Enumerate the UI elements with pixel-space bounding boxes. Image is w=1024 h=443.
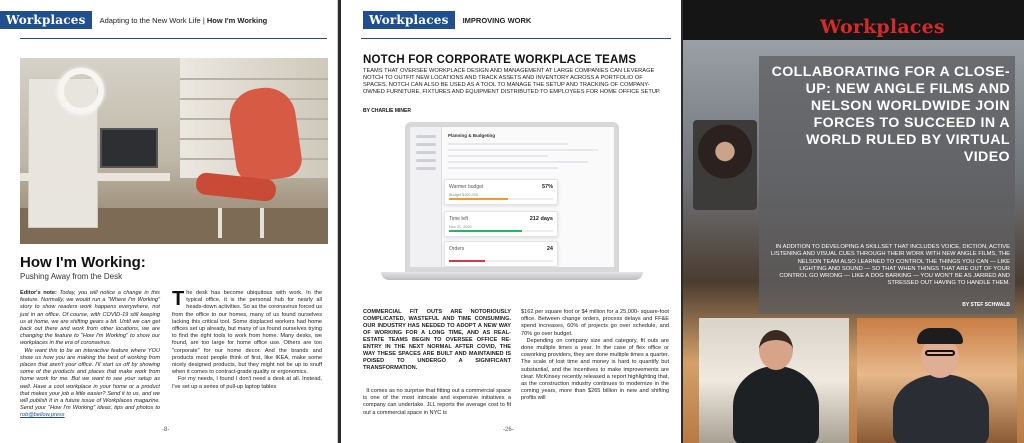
- left-page: [0, 0, 338, 443]
- app-title: Planning & Budgeting: [448, 133, 495, 138]
- article-body-left: It comes as no surprise that fitting out a commercial space is one of the most intricate and expensive initiatives a company can undertake. JLL reports the average cost to fit out a commercial space in NYC is: [363, 388, 511, 416]
- email-link[interactable]: rob@bellow.press: [20, 412, 65, 419]
- laptop-base: [381, 272, 643, 280]
- workplaces-logo: Workplaces: [363, 11, 455, 29]
- article-headline: COLLABORATING FOR A CLOSE-UP: NEW ANGLE FILMS AND NELSON WORLDWIDE JOIN FORCES TO SUCCEED IN A WORLD RULED BY VIRTUAL VIDEO: [771, 64, 1010, 165]
- section-label: Adapting to the New Work Life | How I'm Working: [99, 15, 268, 25]
- page-number: -26-: [503, 427, 514, 433]
- page-header: [0, 10, 267, 30]
- article-deck: IN ADDITION TO DEVELOPING A SKILLSET THAT INCLUDES VOICE, DICTION, ACTIVE LISTENING AND VISUAL CUES THROUGH THEIR WORK WITH NEW ANGLE FILMS, THE NELSON TEAM ALSO LEARNED TO CONTROL THE THINGS YOU CAN — LIKE LIGHTING AND SOUND — SO THAT WHEN THINGS THAT ARE OUT OF YOUR CONTROL GO WRONG — LIKE A DOG BARKING — YOU WON'T BE AS JARRED AND STRESSED OUT HAVING TO HANDLE THEM.: [770, 244, 1010, 287]
- article-headline: How I'm Working:: [20, 254, 146, 271]
- workplaces-logo: Workplaces: [0, 11, 92, 29]
- home-office-photo: [20, 58, 328, 244]
- article-body-right: $162 per square foot or $4 million for a 25,000- square-foot office. Between change orders, process delays and FF&E spend increases, 60% of projects go over schedule, and 70% go over budget. Depending on company size and category, fit outs are done multiple times a year. In the case of flex office or coworking providers, they are done multiple times a quarter. The scale of lost time and money is hard to quantify but substantial, and the incentives to make improvements are clear. McKinsey recently released a report highlighting that, as the construction industry continues to modernize in the coming years, more than $265 billion in new and shifting profits will: [521, 309, 670, 402]
- video-call-frame-left: [699, 318, 849, 443]
- video-participant-thumbnail: [693, 120, 757, 210]
- app-sidebar: [410, 127, 442, 267]
- byline: BY STEF SCHWALB: [962, 302, 1010, 308]
- ring-light-icon: [58, 68, 104, 114]
- workplaces-logo: Workplaces: [820, 16, 945, 38]
- article-headline: NOTCH FOR CORPORATE WORKPLACE TEAMS: [363, 54, 637, 66]
- person-icon: [759, 330, 793, 370]
- notch-app-screen: [405, 122, 619, 272]
- article-body: The desk has become ubiquitous with work. In the typical office, it is the personal hub for nearly all heads-down activities. So as the coronavirus forced us from the office to our homes, many of us found ourselves lacking this critical tool. Some displaced workers had home offices set up already, but many of us found ourselves trying to find the right tools to work from home. Many desks, we found, are too large for home office use. Others are too "corporate" for our home decor. And the brands and products most people think of first, like IKEA, make some nicely designed products, but they might not be up to snuff when it comes to contract-grade quality or ergonomics. For my needs, I found I don't need a desk at all. Instead, I've set up a series of pull-up laptop tables: [172, 288, 322, 390]
- middle-page: [341, 0, 681, 443]
- video-call-frame-right: [857, 318, 1017, 443]
- drop-cap: T: [172, 288, 185, 310]
- editors-note: Editor's note: Today, you will notice a change in this feature. Normally, we would run a "Where I'm Working" story to show readers work happens everywhere, not just in an office. Of course, with COVID-19 still keeping us at home, we are shifting gears a bit. Until we can get back out there and work from other locations, we are changing the feature to "How I'm Working" to show our workplaces in the era of coronavirus. We want this to be an interactive feature where YOU show us how you are making the best of working from places that aren't your office. I'll start us off by showing some of the products and places that make work from home work for me. But we want to see your setup as well. Have a cool workplace in your home or a product that makes your job a little easier? Send it to us, and we will publish it in a future issue of Workplaces magazine. Send your "How I'm Working" ideas, tips and photos to rob@bellow.press: [20, 290, 161, 419]
- orders-card: Orders 24: [444, 241, 558, 267]
- byline: BY CHARLIE MINER: [363, 108, 411, 114]
- page-number: -8-: [162, 427, 170, 433]
- section-label: IMPROVING WORK: [462, 15, 532, 25]
- header-divider: [20, 38, 327, 39]
- pull-quote: COMMERCIAL FIT OUTS ARE NOTORIOUSLY COMPLICATED, WASTEFUL AND TIME CONSUMING. OUR INDUSTRY HAS NEEDED TO ADOPT A NEW WAY OF WORKING FOR A LONG TIME, AND AS REAL-ESTATE TEAMS BEGIN TO OVERSEE OFFICE RE-ENTRY IN THE NEXT NORMAL AFTER COVID, THE WAY THESE SPACES ARE BUILT AND MAINTAINED IS POISED TO UNDERGO A SIGNIFICANT TRANSFORMATION.: [363, 309, 511, 371]
- right-page: [683, 0, 1024, 443]
- budget-card: Warmer budget 57% Budget $100,000: [444, 179, 558, 205]
- time-left-card: Time left 212 days Nov 21, 2020: [444, 211, 558, 237]
- article-subhead: Pushing Away from the Desk: [20, 272, 123, 281]
- laptop-screenshot: [381, 122, 643, 290]
- article-deck: TEAMS THAT OVERSEE WORKPLACE DESIGN AND MANAGEMENT AT LARGE COMPANIES CAN LEVERAGE NOTCH TO OUTFIT NEW LOCATIONS AND TRACK ASSETS AND INVENTORY ACROSS A PORTFOLIO OF SPACES. NOTCH CAN ALSO BE USED AS A TOOL TO MANAGE THE SETUP AND TRACKING OF COMPANY-OWNED FURNITURE, FIXTURES AND EQUIPMENT DISTRIBUTED TO EMPLOYEES FOR HOME OFFICE SETUP.: [363, 68, 661, 95]
- page-header: [363, 10, 531, 30]
- header-divider: [361, 38, 671, 39]
